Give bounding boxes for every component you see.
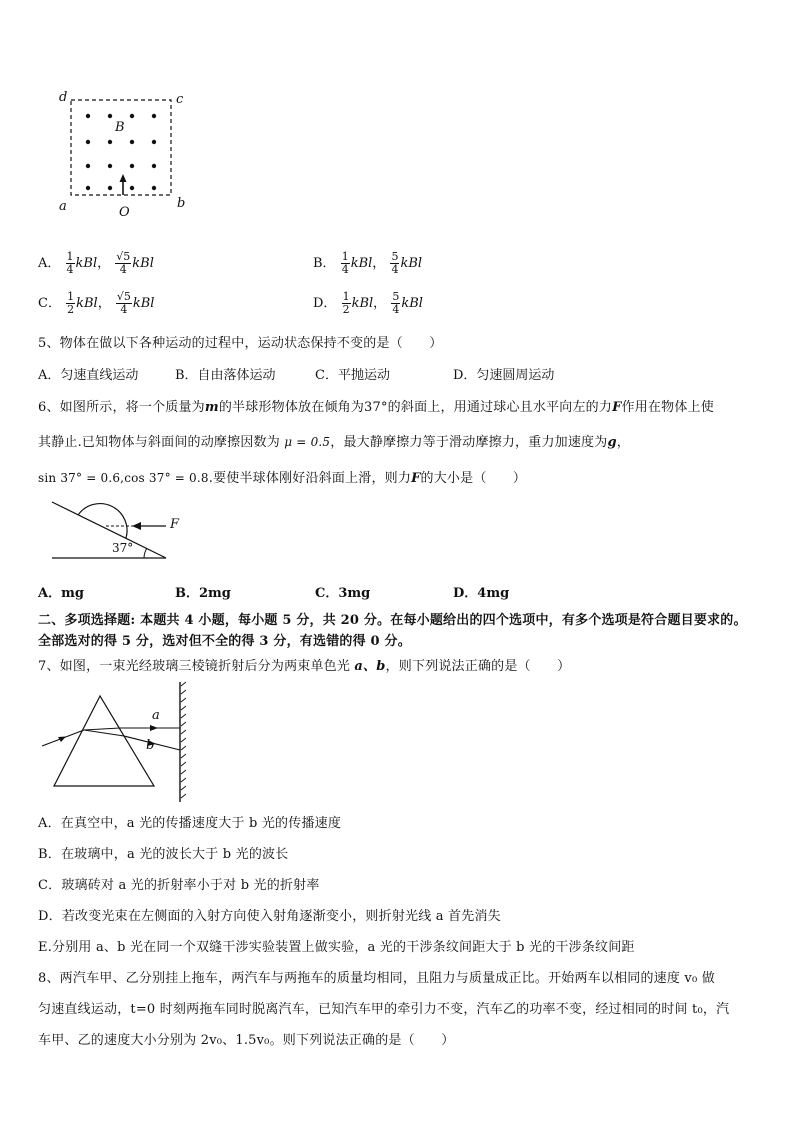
q6-option-d[interactable]: D．4mg bbox=[453, 586, 510, 601]
fraction: $\frac{1}{4}$ bbox=[341, 250, 349, 276]
q6-option-c[interactable]: C．3mg bbox=[315, 586, 371, 601]
label-F: F bbox=[170, 517, 180, 532]
q5-stem: 5、物体在做以下各种运动的过程中，运动状态保持不变的是（ ） bbox=[38, 336, 443, 351]
prism-diagram bbox=[40, 680, 200, 805]
q4-option-b[interactable]: B． $\frac{1}{4}$ kBl， $\frac{5}{4}$ kBl bbox=[313, 250, 423, 276]
q4-option-d[interactable]: D． $\frac{1}{2}$ kBl， $\frac{5}{4}$ kBl bbox=[313, 290, 423, 316]
q7-option-a[interactable]: A．在真空中，a 光的传播速度大于 b 光的传播速度 bbox=[38, 816, 342, 831]
label-a: a bbox=[59, 199, 67, 214]
label-c: c bbox=[176, 92, 184, 107]
q5-option-a[interactable]: A．匀速直线运动 bbox=[38, 368, 139, 383]
option-label: B． bbox=[313, 256, 336, 271]
q6-option-b[interactable]: B．2mg bbox=[175, 586, 231, 601]
q5-option-b[interactable]: B．自由落体运动 bbox=[175, 368, 276, 383]
fraction: $\frac{5}{4}$ bbox=[392, 290, 400, 316]
q4-option-a[interactable]: A． $\frac{1}{4}$ kBl， $\frac{√5}{4}$ kBl bbox=[38, 250, 154, 276]
q6-stem-line1: 6、如图所示，将一个质量为m的半球形物体放在倾角为37°的斜面上，用通过球心且水平向左的力F作用在物体上使 bbox=[38, 400, 714, 415]
option-label: A． bbox=[38, 256, 61, 271]
fraction: $\frac{1}{4}$ bbox=[66, 250, 74, 276]
q8-stem-line3: 车甲、乙的速度大小分别为 2v₀、1.5v₀。则下列说法正确的是（ ） bbox=[38, 1033, 455, 1048]
fraction: $\frac{√5}{4}$ bbox=[116, 250, 131, 276]
q7-option-e[interactable]: E.分别用 a、b 光在同一个双缝干涉实验装置上做实验，a 光的干涉条纹间距大于 b 光的干涉条纹间距 bbox=[38, 940, 635, 955]
q7-stem: 7、如图，一束光经玻璃三棱镜折射后分为两束单色光 a、b，则下列说法正确的是（ ） bbox=[38, 659, 571, 674]
label-ray-b: b bbox=[146, 738, 155, 753]
fraction: $\frac{5}{4}$ bbox=[391, 250, 399, 276]
label-b: b bbox=[177, 196, 186, 211]
q8-stem-line1: 8、两汽车甲、乙分别挂上拖车，两汽车与两拖车的质量均相同，且阻力与质量成正比。开始两车以相同的速度 v₀ 做 bbox=[38, 971, 715, 986]
option-label: D． bbox=[313, 296, 337, 311]
section2-note: 全部选对的得 5 分，选对但不全的得 3 分，有选错的得 0 分。 bbox=[38, 634, 411, 649]
figure-incline bbox=[48, 492, 198, 562]
label-B: B bbox=[115, 120, 125, 135]
q6-stem-line3: sin 37° = 0.6,cos 37° = 0.8.要使半球体刚好沿斜面上滑，则力F的大小是（ ） bbox=[38, 471, 527, 486]
q6-option-a[interactable]: A．mg bbox=[38, 586, 84, 601]
q6-stem-line2: 其静止.已知物体与斜面间的动摩擦因数为 μ = 0.5，最大静摩擦力等于滑动摩擦力，重力加速度为g， bbox=[38, 435, 630, 450]
label-37deg: 37° bbox=[112, 541, 134, 555]
q5-option-d[interactable]: D．匀速圆周运动 bbox=[453, 368, 555, 383]
q7-option-d[interactable]: D．若改变光束在左侧面的入射方向使入射角逐渐变小，则折射光线 a 首先消失 bbox=[38, 909, 501, 924]
label-ray-a: a bbox=[152, 708, 160, 723]
fraction: $\frac{√5}{4}$ bbox=[116, 290, 131, 316]
figure-prism bbox=[40, 680, 200, 805]
q8-stem-line2: 匀速直线运动，t=0 时刻两拖车同时脱离汽车，已知汽车甲的牵引力不变，汽车乙的功率不变，经过相同的时间 t₀，汽 bbox=[38, 1002, 730, 1017]
figure-magnetic-field bbox=[50, 88, 200, 223]
label-O: O bbox=[119, 205, 130, 220]
fraction: $\frac{1}{2}$ bbox=[67, 290, 75, 316]
q5-option-c[interactable]: C．平抛运动 bbox=[315, 368, 390, 383]
q4-option-c[interactable]: C． $\frac{1}{2}$ kBl， $\frac{√5}{4}$ kBl bbox=[38, 290, 155, 316]
section2-heading: 二、多项选择题: 本题共 4 小题，每小题 5 分，共 20 分。在每小题给出的四个选项中，有多个选项是符合题目要求的。 bbox=[38, 613, 747, 628]
fraction: $\frac{1}{2}$ bbox=[342, 290, 350, 316]
q7-option-b[interactable]: B．在玻璃中，a 光的波长大于 b 光的波长 bbox=[38, 847, 289, 862]
q7-option-c[interactable]: C．玻璃砖对 a 光的折射率小于对 b 光的折射率 bbox=[38, 878, 320, 893]
label-d: d bbox=[59, 90, 68, 105]
option-label: C． bbox=[38, 296, 61, 311]
